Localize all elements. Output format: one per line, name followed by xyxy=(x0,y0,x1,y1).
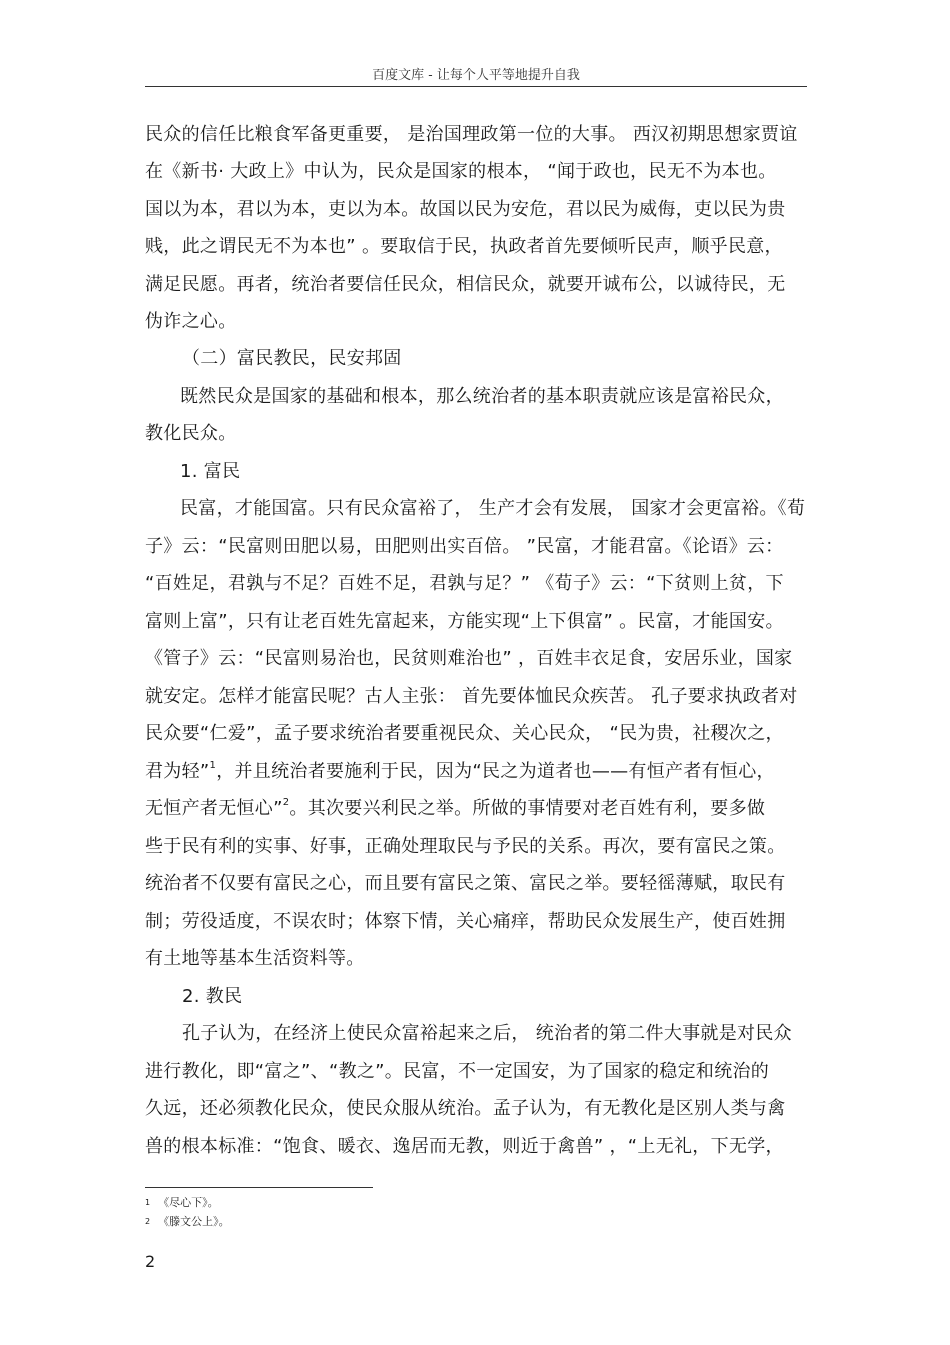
footnote-text: 《尽心下》。 xyxy=(158,1196,219,1209)
text-segment: 无恒产者无恒心” xyxy=(145,798,283,819)
subsection-heading: 2. 教民 xyxy=(182,986,243,1007)
footnote-number: 1 xyxy=(145,1198,151,1207)
page-number: 2 xyxy=(145,1252,156,1271)
footnote-divider xyxy=(145,1187,373,1188)
text-line: 统治者不仅要有富民之心，而且要有富民之策、富民之举。要轻徭薄赋，取民有 xyxy=(145,873,786,894)
footnote xyxy=(145,1215,230,1229)
text-line: 进行教化，即“富之”、“教之”。民富，不一定国安，为了国家的稳定和统治的 xyxy=(145,1061,770,1082)
text-line: 制；劳役适度，不误农时；体察下情，关心痛痒，帮助民众发展生产，使百姓拥 xyxy=(145,911,786,932)
text-line: 有土地等基本生活资料等。 xyxy=(145,948,365,969)
text-line: “百姓足，君孰与不足？百姓不足，君孰与足？” 《荀子》云：“下贫则上贫，下 xyxy=(145,573,784,594)
text-line: 民众要“仁爱”，孟子要求统治者要重视民众、关心民众， “民为贵，社稷次之， xyxy=(145,723,784,744)
text-line: 民众的信任比粮食军备更重要， 是治国理政第一位的大事。 西汉初期思想家贾谊 xyxy=(145,124,798,145)
header-divider xyxy=(145,86,807,87)
text-line xyxy=(145,761,775,783)
text-line: 《管子》云：“民富则易治也，民贫则难治也” ，百姓丰衣足食，安居乐业，国家 xyxy=(145,648,793,669)
text-line: 孔子认为，在经济上使民众富裕起来之后， 统治者的第二件大事就是对民众 xyxy=(182,1023,792,1044)
text-line: 富则上富”，只有让老百姓先富起来，方能实现“上下俱富” 。民富，才能国安。 xyxy=(145,611,784,632)
footnote-number: 2 xyxy=(145,1217,151,1226)
text-line: 在《新书· 大政上》中认为，民众是国家的根本， “闻于政也，民无不为本也。 xyxy=(145,161,777,182)
text-line: 贱，此之谓民无不为本也” 。要取信于民，执政者首先要倾听民声，顺乎民意， xyxy=(145,236,783,257)
text-line: 伪诈之心。 xyxy=(145,311,237,332)
footnote-ref: 2 xyxy=(282,797,290,808)
footnote-text: 《滕文公上》。 xyxy=(158,1215,230,1228)
text-segment: 。其次要兴利民之举。所做的事情要对老百姓有利，要多做 xyxy=(289,798,766,819)
text-line: 子》云：“民富则田肥以易，田肥则出实百倍。 ”民富，才能君富。《论语》云： xyxy=(145,536,784,557)
text-segment: ，并且统治者要施利于民，因为“民之为道者也——有恒产者有恒心， xyxy=(216,761,775,782)
footnote xyxy=(145,1196,219,1210)
text-line xyxy=(145,798,765,820)
section-heading: （二）富民教民，民安邦固 xyxy=(182,348,402,369)
subsection-heading: 1. 富民 xyxy=(180,461,241,482)
page-header: 百度文库 - 让每个人平等地提升自我 xyxy=(372,68,580,83)
text-line: 些于民有利的实事、好事，正确处理取民与予民的关系。再次，要有富民之策。 xyxy=(145,836,786,857)
text-line: 教化民众。 xyxy=(145,423,237,444)
footnote-ref: 1 xyxy=(209,760,217,771)
text-segment: 君为轻” xyxy=(145,761,210,782)
text-line: 民富，才能国富。只有民众富裕了， 生产才会有发展， 国家才会更富裕。《荀 xyxy=(180,498,806,519)
text-line: 既然民众是国家的基础和根本，那么统治者的基本职责就应该是富裕民众， xyxy=(180,386,784,407)
text-line: 久远，还必须教化民众，使民众服从统治。孟子认为，有无教化是区别人类与禽 xyxy=(145,1098,786,1119)
text-line: 兽的根本标准：“饱食、暖衣、逸居而无教，则近于禽兽” ，“上无礼，下无学， xyxy=(145,1136,784,1157)
text-line: 国以为本，君以为本，吏以为本。故国以民为安危，君以民为威侮，吏以民为贵 xyxy=(145,199,786,220)
text-line: 就安定。怎样才能富民呢？古人主张： 首先要体恤民众疾苦。 孔子要求执政者对 xyxy=(145,686,798,707)
text-line: 满足民愿。再者，统治者要信任民众，相信民众，就要开诚布公，以诚待民，无 xyxy=(145,274,786,295)
